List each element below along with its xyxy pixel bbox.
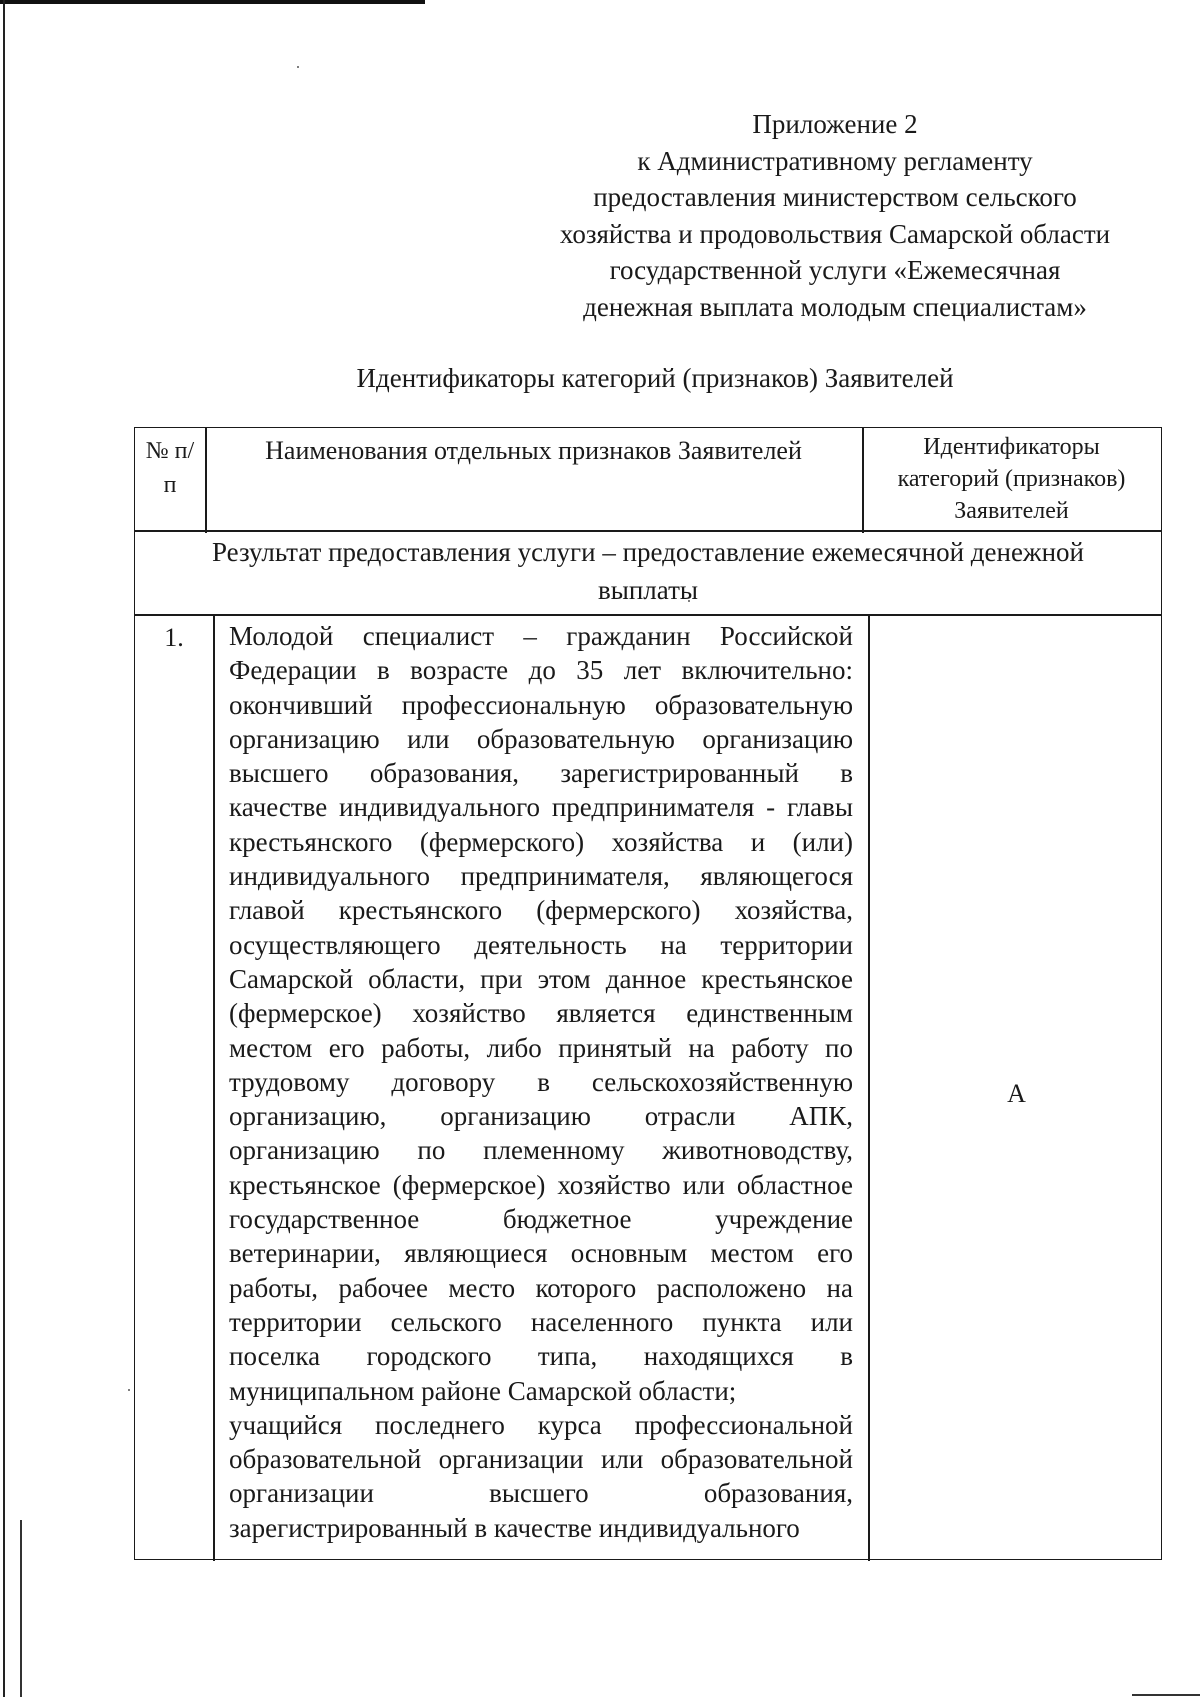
table-header-row (134, 427, 1162, 532)
scan-edge-left (3, 0, 5, 1697)
appendix-line: Приложение 2 (752, 109, 918, 139)
document-title: Идентификаторы категорий (признаков) Заявителей (356, 363, 954, 393)
scan-dust-mark (128, 1389, 130, 1391)
table-result-row (134, 530, 1162, 616)
scan-edge-bottom (1132, 1694, 1200, 1696)
scan-edge-left-lower (20, 1520, 22, 1697)
row-description-cell (215, 615, 867, 1561)
result-description: Результат предоставления услуги – предоставление ежемесячной денежной выплаты (211, 537, 1084, 605)
header-name-cell: Наименования отдельных признаков Заявителей (265, 436, 802, 465)
appendix-line: предоставления министерством сельского (593, 182, 1077, 212)
appendix-line: денежная выплата молодым специалистам» (583, 291, 1087, 322)
table-row (134, 614, 1162, 1560)
scan-edge-top (0, 0, 425, 4)
scan-dust-mark (297, 66, 299, 68)
header-identifier-cell: Идентификаторы категорий (признаков) Заявителей (897, 434, 1126, 524)
row-identifier-cell: А (1007, 1079, 1026, 1108)
appendix-line: к Административному регламенту (637, 145, 1033, 176)
description-paragraph: учащийся последнего курса профессиональной образовательной организации или образовательной организации высшего образования, зарегистрированный в качестве индивидуального (229, 1409, 853, 1543)
appendix-line: государственной услуги «Ежемесячная (609, 255, 1061, 285)
header-number-cell: № п/п (145, 438, 195, 498)
description-paragraph: Молодой специалист – гражданин Российской Федерации в возрасте до 35 лет включительно: окончивший профессиональную образовательную организацию или образовательную организацию высшего образования, зарегистрированный в качестве индивидуального предпринимателя - главы крестьянского (фермерского) хозяйства и (или) индивидуального предпринимателя, являющегося главой крестьянского (фермерского) хозяйства, осуществляющего деятельность на территории Самарской области, при этом данное крестьянское (фермерское) хозяйство является единственным местом его работы, либо принятый на работу по трудовому договору в сельскохозяйственную организацию, организацию отрасли АПК, организацию по племенному животноводству, крестьянское (фермерское) хозяйство или областное государственное бюджетное учреждение ветеринарии, являющиеся основным местом его работы, рабочее место которого расположено на территории сельского населенного пункта или поселка городского типа, находящихся в муниципальном районе Самарской области; (229, 621, 853, 1406)
row-number-cell: 1. (164, 623, 184, 652)
appendix-line: хозяйства и продовольствия Самарской области (559, 218, 1111, 249)
appendix-reference (490, 106, 1180, 325)
